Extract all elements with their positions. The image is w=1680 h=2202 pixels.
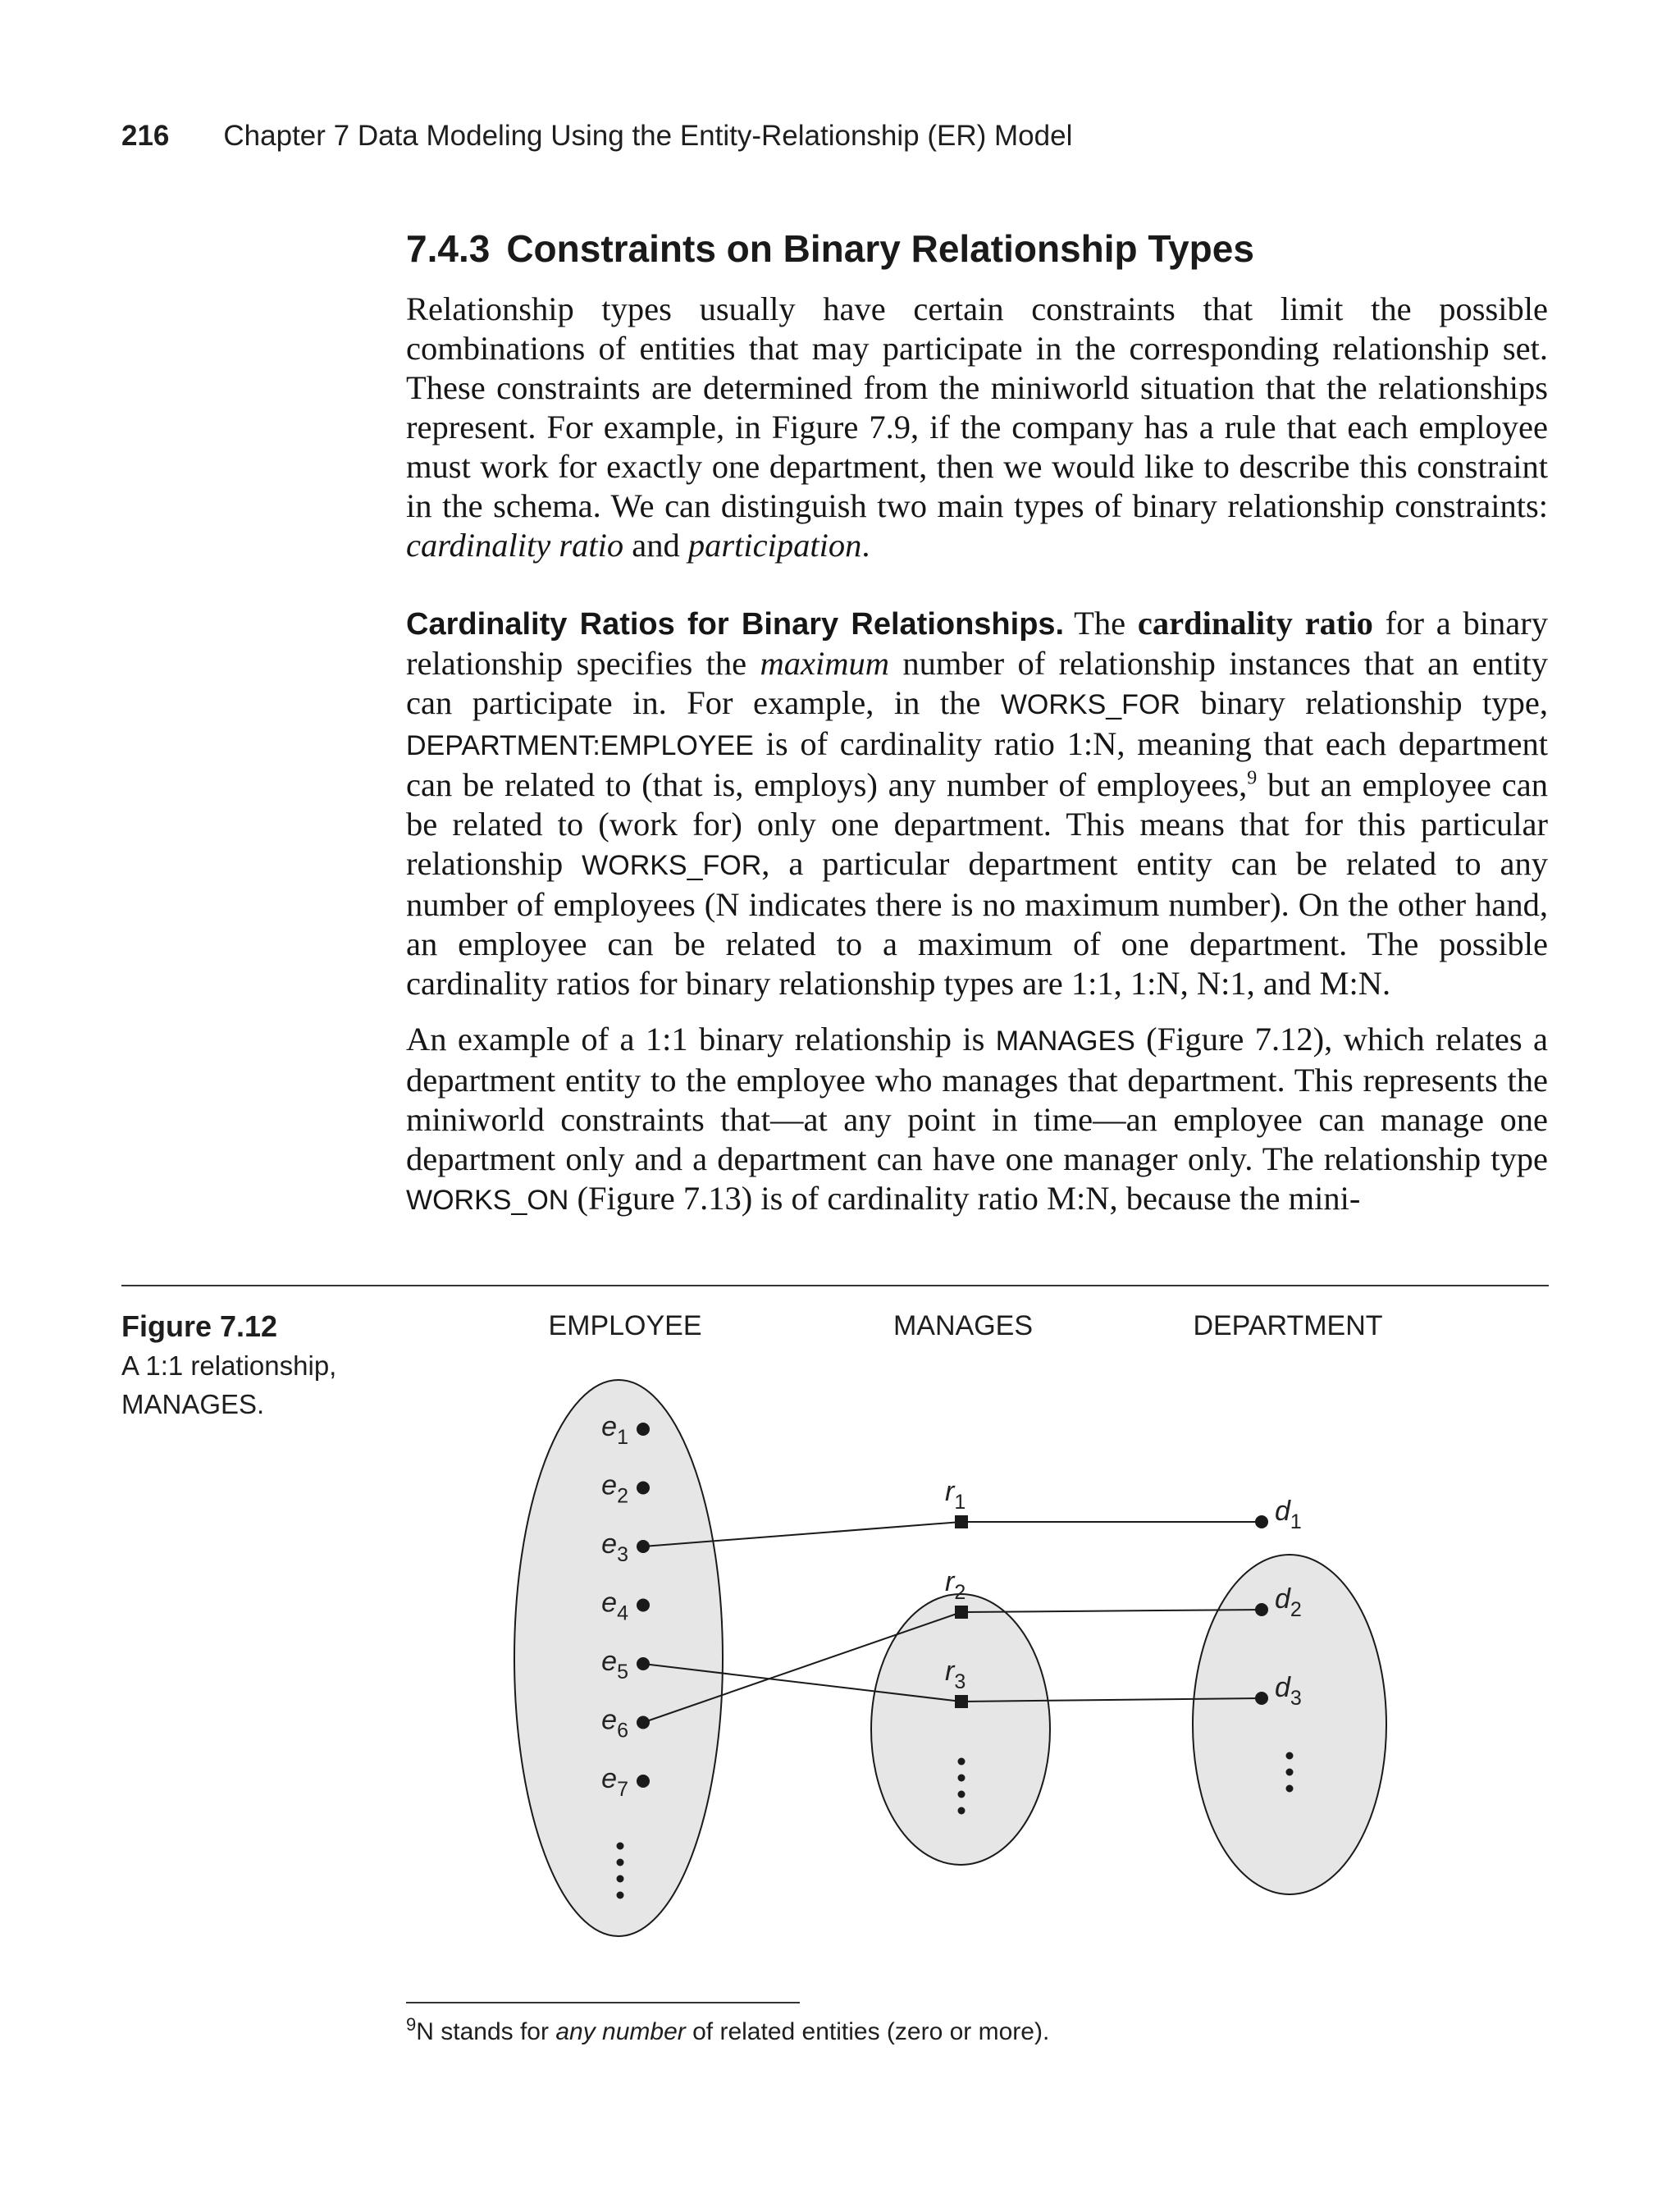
department-entity-d2 xyxy=(1255,1603,1268,1616)
department-label-d1-base: d xyxy=(1275,1496,1290,1527)
para2-text: but an employee can be related to (work for) only one department. This means that for this particular relationship xyxy=(406,766,1548,882)
para2-text: number of relationship instances that an entity can participate in. For example, in the xyxy=(406,645,1548,721)
section-title-text: Constraints on Binary Relationship Types xyxy=(506,227,1254,270)
department-entity-d1 xyxy=(1255,1515,1268,1528)
para1-text: Relationship types usually have certain constraints that limit the possible combinations of entities that may participate in the corresponding relationship set. These constraints are determined from the miniworld situation that the relationships represent. For example, in Figure 7.9, if the company has a rule that each employee must work for exactly one department, then we would like to describe this constraint in the schema. We can distinguish two main types of binary relationship constraints: xyxy=(406,290,1548,524)
employee-entity-e1 xyxy=(637,1423,650,1436)
relationship-label-r2-base: r xyxy=(945,1566,955,1597)
para2-text: , a particular department entity can be related to any number of employees (N indicates there is no maximum number). On the other hand, an employee can be related to a maximum of one department. The possible cardinality ratios for binary relationship types are 1:1, 1:N, N:1, and M:N. xyxy=(406,845,1548,1002)
para1-emphasis-participation: participation xyxy=(687,527,862,564)
code-manages: MANAGES xyxy=(995,1026,1135,1057)
manages-more-dots xyxy=(958,1775,966,1782)
figure-label: Figure 7.12 xyxy=(121,1309,278,1343)
manages-set-label: MANAGES xyxy=(892,1310,1034,1341)
manages-more-dots xyxy=(958,1807,966,1815)
employee-entity-e2 xyxy=(637,1482,650,1495)
run-in-heading: Cardinality Ratios for Binary Relationships. xyxy=(406,607,1065,642)
employee-label-e1-subscript: 1 xyxy=(617,1426,628,1449)
relationship-label-r3-base: r xyxy=(945,1656,955,1687)
running-title: Chapter 7 Data Modeling Using the Entity-Relationship (ER) Model xyxy=(223,120,1073,152)
footnote xyxy=(406,2014,1050,2046)
para3-text: An example of a 1:1 binary relationship is xyxy=(406,1021,996,1058)
relationship-label-r1 xyxy=(945,1476,966,1514)
department-label-d3-base: d xyxy=(1275,1672,1290,1703)
employee-entity-e4 xyxy=(637,1599,650,1612)
footnote-rule xyxy=(406,2002,800,2003)
footnote-text: N stands for xyxy=(416,2018,556,2045)
department-label-d3-subscript: 3 xyxy=(1290,1687,1302,1710)
department-label-d2-subscript: 2 xyxy=(1290,1598,1302,1621)
code-works-for: WORKS_FOR xyxy=(582,850,762,881)
employee-label-e4-subscript: 4 xyxy=(617,1601,628,1625)
footnote-mark: 9 xyxy=(406,2014,417,2035)
code-works-for: WORKS_FOR xyxy=(1000,689,1180,720)
employee-label-e6-base: e xyxy=(601,1704,618,1736)
para2-emphasis: maximum xyxy=(760,645,890,682)
department-label-d1 xyxy=(1275,1496,1302,1533)
para2-text: for a binary relationship specifies the xyxy=(406,605,1548,682)
department-entity-d3 xyxy=(1255,1692,1268,1705)
employee-label-e7-base: e xyxy=(601,1763,618,1794)
para1-text: . xyxy=(861,527,870,564)
employee-label-e1-base: e xyxy=(601,1411,618,1442)
employee-entity-e7 xyxy=(637,1775,650,1788)
department-label-d2-base: d xyxy=(1275,1583,1290,1615)
employee-entity-e3 xyxy=(637,1540,650,1553)
department-set-label: DEPARTMENT xyxy=(1193,1310,1383,1341)
employee-more-dots xyxy=(617,1892,624,1899)
department-more-dots xyxy=(1286,1769,1294,1776)
relationship-instance-r1 xyxy=(955,1515,968,1528)
para2-bold-term: cardinality ratio xyxy=(1137,605,1373,642)
footnote-emphasis: any number xyxy=(555,2018,686,2045)
manages-more-dots xyxy=(958,1758,966,1766)
employee-more-dots xyxy=(617,1843,624,1850)
relationship-label-r1-subscript: 1 xyxy=(954,1491,966,1514)
employee-set-ellipse xyxy=(514,1380,723,1936)
employee-entity-e5 xyxy=(637,1657,650,1670)
employee-label-e2-base: e xyxy=(601,1469,618,1501)
code-works-on: WORKS_ON xyxy=(406,1185,569,1216)
employee-label-e3-subscript: 3 xyxy=(617,1543,628,1566)
manages-more-dots xyxy=(958,1791,966,1798)
para3-text: (Figure 7.13) is of cardinality ratio M:N, because the mini- xyxy=(568,1180,1361,1217)
para2-text: The xyxy=(1074,605,1138,642)
employee-entity-e6 xyxy=(637,1716,650,1729)
para2-text: is of cardinality ratio 1:N, meaning that each department can be related to (that is, employs) any number of employees, xyxy=(406,725,1548,803)
page-number: 216 xyxy=(121,120,170,152)
section-number: 7.4.3 xyxy=(406,227,491,270)
relationship-label-r1-base: r xyxy=(945,1476,955,1507)
employee-label-e5-base: e xyxy=(601,1646,618,1677)
para2-text: binary relationship type, xyxy=(1180,684,1548,721)
employee-label-e5-subscript: 5 xyxy=(617,1661,628,1683)
employee-more-dots xyxy=(617,1875,624,1883)
department-label-d1-subscript: 1 xyxy=(1290,1510,1302,1533)
employee-label-e4-base: e xyxy=(601,1587,618,1619)
para3-text: (Figure 7.12), which relates a department entity to the employee who manages that department. This represents the miniworld constraints that—at any point in time—an employee can manage one department only and a department can have one manager only. The relationship type xyxy=(406,1021,1548,1177)
employee-label-e3-base: e xyxy=(601,1528,618,1560)
relationship-label-r3-subscript: 3 xyxy=(954,1670,966,1693)
employee-label-e2-subscript: 2 xyxy=(617,1484,628,1508)
employee-more-dots xyxy=(617,1859,624,1866)
code-department-employee: DEPARTMENT:EMPLOYEE xyxy=(406,730,754,761)
figure-caption-text: A 1:1 relationship, MANAGES. xyxy=(121,1350,337,1419)
employee-label-e6-subscript: 6 xyxy=(617,1719,628,1743)
relationship-label-r2-subscript: 2 xyxy=(954,1581,966,1604)
footnote-reference[interactable]: 9 xyxy=(1247,767,1258,789)
relationship-instance-r2 xyxy=(955,1606,968,1619)
para1-emphasis-cardinality: cardinality ratio xyxy=(406,527,624,564)
para1-text: and xyxy=(623,527,688,564)
footnote-text: of related entities (zero or more). xyxy=(685,2018,1050,2045)
employee-label-e7-subscript: 7 xyxy=(617,1778,628,1801)
department-more-dots xyxy=(1286,1752,1294,1760)
department-more-dots xyxy=(1286,1785,1294,1793)
relationship-instance-r3 xyxy=(955,1695,968,1708)
employee-set-label: EMPLOYEE xyxy=(548,1310,702,1341)
